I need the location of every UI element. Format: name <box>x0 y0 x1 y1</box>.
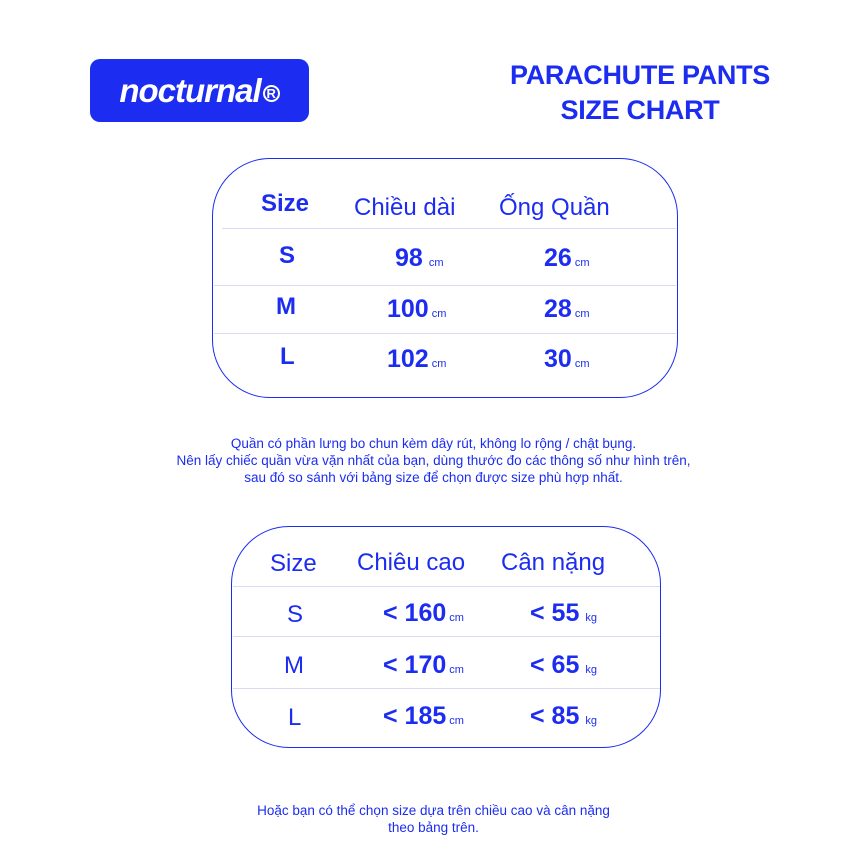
table2-header-size: Size <box>270 550 317 577</box>
table1-header-length: Chiều dài <box>354 194 456 221</box>
registered-mark-icon: R <box>263 85 280 102</box>
table1-header-size: Size <box>261 190 310 217</box>
table1-row-m-length-value: 100 <box>387 295 429 323</box>
table2-row-s-weight-value: < 55 <box>530 599 580 627</box>
table2-row-s-height <box>383 599 464 628</box>
table1-row-s-size: S <box>279 242 296 269</box>
table1-divider <box>222 228 676 229</box>
table2-row-m-height <box>383 651 464 680</box>
table2-header-weight: Cân nặng <box>501 549 606 576</box>
table1-row-s-leg-value: 26 <box>544 244 572 272</box>
table2-row-s-size: S <box>287 601 304 628</box>
unit-label: cm <box>574 308 590 320</box>
table1-row-l-length-value: 102 <box>387 345 429 373</box>
brand-logo <box>90 59 309 122</box>
unit-label: cm <box>431 358 447 370</box>
table1-row-l-length <box>387 345 446 374</box>
note-line: Quần có phần lưng bo chun kèm dây rút, không lo rộng / chật bụng. <box>230 436 637 451</box>
table1-row-s-leg <box>544 244 589 273</box>
unit-label: cm <box>449 612 464 624</box>
page-title-line2: SIZE CHART <box>560 95 720 125</box>
table1-header-leg-opening: Ống Quần <box>499 194 610 221</box>
table2-row-s-weight <box>530 599 597 628</box>
table1-row-l-size: L <box>280 343 295 370</box>
table1-row-m-length <box>387 295 446 324</box>
table2-row-s-height-value: < 160 <box>383 599 447 627</box>
table2-row-m-weight <box>530 651 597 680</box>
table1-divider <box>214 333 676 334</box>
unit-label: cm <box>449 664 464 676</box>
table2-row-m-size: M <box>284 652 304 679</box>
brand-logo-text: nocturnal <box>119 71 261 109</box>
unit-label: cm <box>574 257 590 269</box>
table1-row-m-leg-value: 28 <box>544 295 572 323</box>
unit-label: cm <box>431 308 447 320</box>
unit-label: cm <box>449 715 464 727</box>
page-title-line1: PARACHUTE PANTS <box>509 60 770 90</box>
table2-row-m-height-value: < 170 <box>383 651 447 679</box>
unit-label: kg <box>585 715 597 727</box>
table2-row-m-weight-value: < 65 <box>530 651 580 679</box>
note-line: Nên lấy chiếc quần vừa vặn nhất của bạn, dùng thước đo các thông số như hình trên, <box>176 453 691 468</box>
table2-row-l-weight-value: < 85 <box>530 702 580 730</box>
table1-row-l-leg <box>544 345 589 374</box>
unit-label: cm <box>574 358 590 370</box>
unit-label: cm <box>428 257 444 269</box>
table2-row-l-height-value: < 185 <box>383 702 447 730</box>
table2-divider <box>233 636 660 637</box>
table1-row-m-size: M <box>276 293 296 320</box>
table2-divider <box>233 688 660 689</box>
table1-row-s-length-value: 98 <box>395 244 423 272</box>
table1-row-l-leg-value: 30 <box>544 345 572 373</box>
table1-row-m-leg <box>544 295 589 324</box>
unit-label: kg <box>585 664 597 676</box>
table1-divider <box>214 285 676 286</box>
table2-row-l-weight <box>530 702 597 731</box>
height-weight-note <box>0 802 867 836</box>
note-line: Hoặc bạn có thể chọn size dựa trên chiều cao và cân nặng <box>257 803 610 818</box>
table2-row-l-height <box>383 702 464 731</box>
measurement-note <box>0 435 867 486</box>
note-line: theo bảng trên. <box>388 820 479 835</box>
table1-row-s-length <box>395 244 443 273</box>
note-line: sau đó so sánh với bảng size để chọn được size phù hợp nhất. <box>244 470 623 485</box>
table2-divider <box>233 586 660 587</box>
table2-row-l-size: L <box>288 704 302 731</box>
unit-label: kg <box>585 612 597 624</box>
table2-header-height: Chiêu cao <box>357 549 466 576</box>
